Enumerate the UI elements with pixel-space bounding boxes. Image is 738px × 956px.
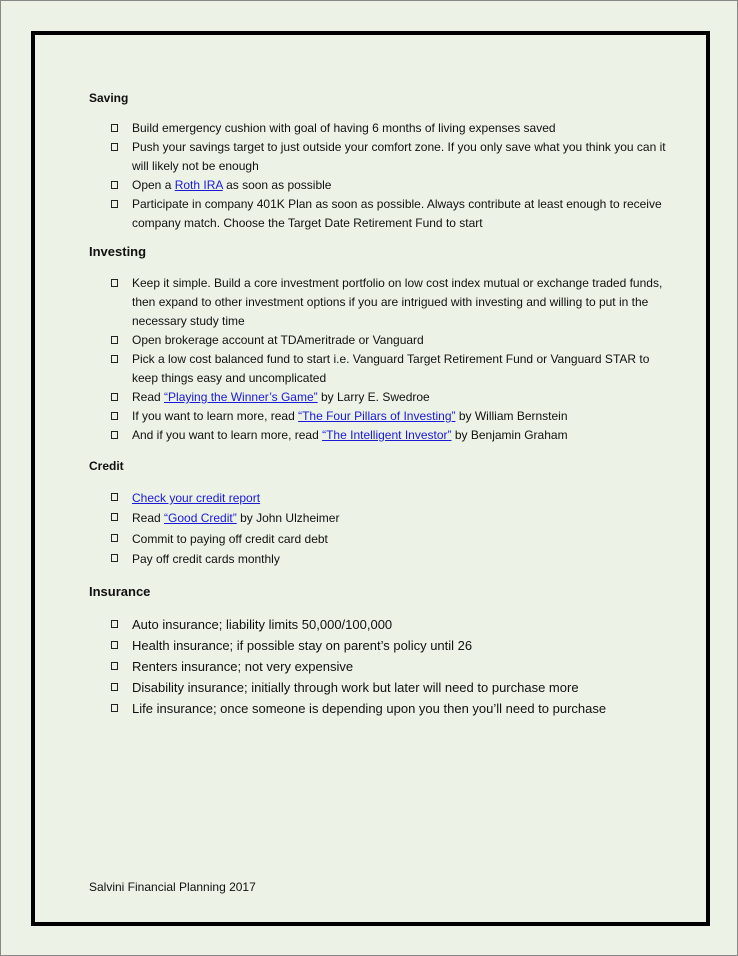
list-item	[89, 331, 669, 350]
checkbox-icon	[111, 662, 118, 670]
intelligent-investor-link[interactable]: “The Intelligent Investor”	[322, 428, 452, 442]
section-saving	[89, 89, 669, 233]
list-item	[89, 138, 669, 176]
list-item	[89, 426, 669, 445]
list-item	[89, 350, 669, 388]
section-heading-credit: Credit	[89, 459, 124, 473]
document-content	[89, 89, 669, 719]
item-text: Life insurance; once someone is depending upon you then you’ll need to purchase	[132, 701, 607, 716]
roth-ira-link[interactable]: Roth IRA	[174, 178, 223, 192]
list-item	[89, 407, 669, 426]
list-item	[89, 549, 669, 570]
list-item	[89, 508, 669, 529]
item-text: Renters insurance; not very expensive	[132, 659, 354, 674]
checkbox-icon	[111, 143, 118, 151]
check-credit-report-link[interactable]: Check your credit report	[132, 491, 261, 505]
list-item	[89, 635, 669, 656]
section-heading-saving: Saving	[89, 91, 129, 105]
item-text: Read	[132, 390, 165, 404]
item-text: Pick a low cost balanced fund to start i.e. Vanguard Target Retirement Fund or Vanguard STAR to keep things easy and uncomplicated	[132, 352, 650, 385]
checkbox-icon	[111, 431, 118, 439]
checkbox-icon	[111, 493, 118, 501]
list-item	[89, 176, 669, 195]
item-text: Participate in company 401K Plan as soon as possible. Always contribute at least enough to receive company match. Choose the Target Date Retirement Fund to start	[132, 197, 662, 230]
item-text: Open a	[132, 178, 175, 192]
item-text: as soon as possible	[222, 178, 332, 192]
section-investing	[89, 243, 669, 445]
checkbox-icon	[111, 683, 118, 691]
checkbox-icon	[111, 554, 118, 562]
list-item	[89, 614, 669, 635]
list-item	[89, 195, 669, 233]
section-heading-insurance: Insurance	[89, 584, 151, 599]
item-text: Keep it simple. Build a core investment portfolio on low cost index mutual or exchange traded funds, then expand to other investment options if you are intrigued with investing and willing to put in the necessary study time	[132, 276, 663, 328]
item-text: Health insurance; if possible stay on parent’s policy until 26	[132, 638, 473, 653]
checkbox-icon	[111, 620, 118, 628]
item-text: Build emergency cushion with goal of having 6 months of living expenses saved	[132, 121, 556, 135]
list-item	[89, 698, 669, 719]
checkbox-icon	[111, 412, 118, 420]
list-item	[89, 656, 669, 677]
list-item	[89, 677, 669, 698]
list-item	[89, 529, 669, 549]
playing-the-winners-game-link[interactable]: “Playing the Winner’s Game”	[164, 390, 318, 404]
item-text: by John Ulzheimer	[236, 511, 340, 525]
item-text: Push your savings target to just outside your comfort zone. If you only save what you think you can it will likely not be enough	[132, 140, 666, 173]
list-item	[89, 488, 669, 508]
checkbox-icon	[111, 641, 118, 649]
checkbox-icon	[111, 513, 118, 521]
checkbox-icon	[111, 534, 118, 542]
item-text: And if you want to learn more, read	[132, 428, 323, 442]
checkbox-icon	[111, 393, 118, 401]
item-text: Pay off credit cards monthly	[132, 552, 280, 566]
item-text: Open brokerage account at TDAmeritrade or Vanguard	[132, 333, 424, 347]
four-pillars-link[interactable]: “The Four Pillars of Investing”	[298, 409, 456, 423]
insurance-list	[89, 614, 669, 719]
checkbox-icon	[111, 181, 118, 189]
item-text: Commit to paying off credit card debt	[132, 532, 328, 546]
list-item	[89, 274, 669, 331]
checkbox-icon	[111, 279, 118, 287]
checkbox-icon	[111, 355, 118, 363]
section-credit	[89, 457, 669, 570]
credit-list	[89, 488, 669, 570]
page-footer: Salvini Financial Planning 2017	[89, 880, 256, 894]
checkbox-icon	[111, 336, 118, 344]
item-text: Auto insurance; liability limits 50,000/100,000	[132, 617, 393, 632]
saving-list	[89, 119, 669, 233]
item-text: by Benjamin Graham	[451, 428, 568, 442]
checkbox-icon	[111, 200, 118, 208]
item-text: by William Bernstein	[455, 409, 568, 423]
checkbox-icon	[111, 124, 118, 132]
item-text: Disability insurance; initially through work but later will need to purchase more	[132, 680, 579, 695]
section-heading-investing: Investing	[89, 244, 147, 259]
investing-list	[89, 274, 669, 445]
list-item	[89, 119, 669, 138]
item-text: If you want to learn more, read	[132, 409, 299, 423]
good-credit-link[interactable]: “Good Credit”	[164, 511, 237, 525]
section-insurance	[89, 583, 669, 719]
item-text: by Larry E. Swedroe	[317, 390, 430, 404]
list-item	[89, 388, 669, 407]
item-text: Read	[132, 511, 165, 525]
checkbox-icon	[111, 704, 118, 712]
